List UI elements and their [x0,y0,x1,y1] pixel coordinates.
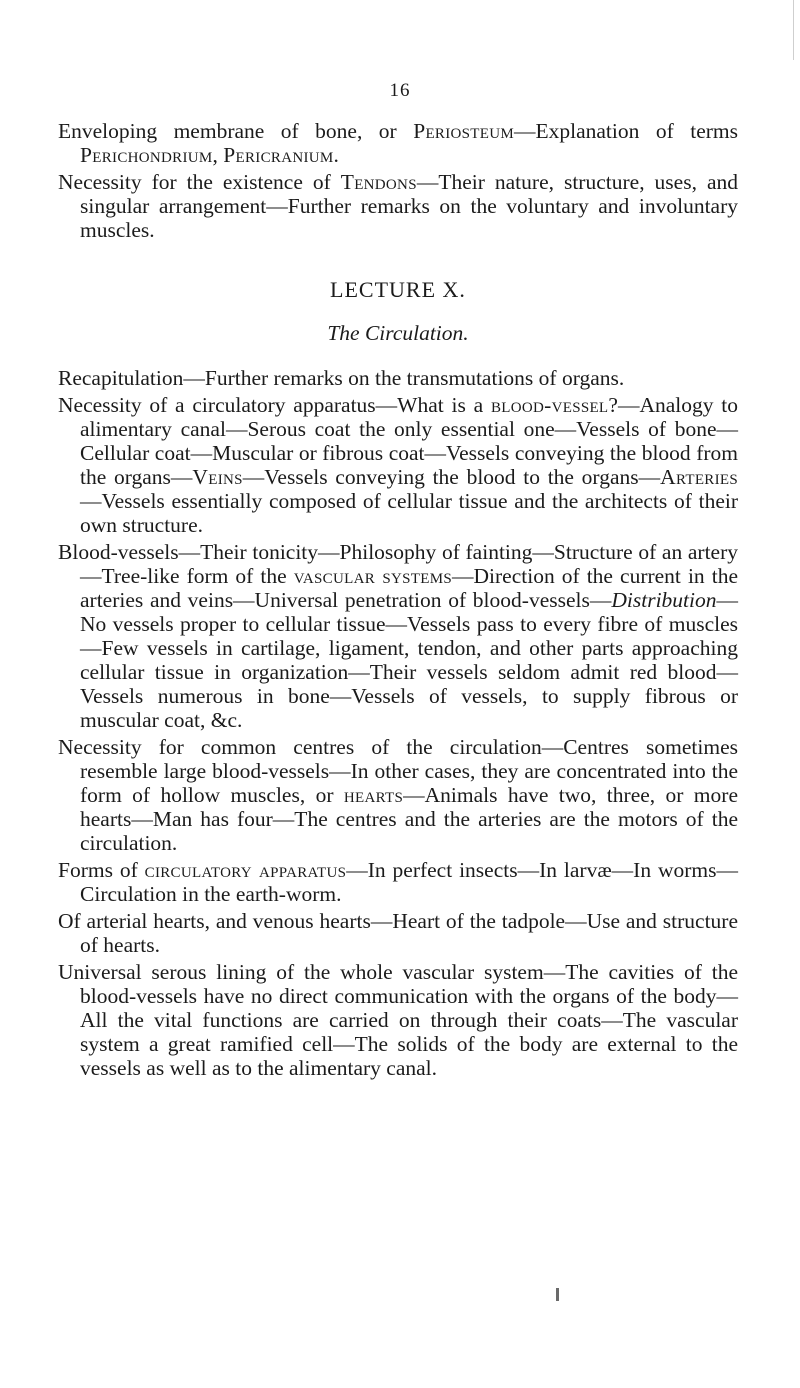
paragraph [58,393,738,537]
small-caps-term: Pericranium [223,143,334,167]
text-run: Necessity of a circulatory apparatus—What is a [58,393,491,417]
lecture-subtitle: The Circulation. [327,321,469,345]
print-mark [556,1288,559,1301]
text-run: ?—Analogy to alimentary canal—Serous coat the only essential one—Vessels of bone—Cellular coat—Muscular or fibrous coat—Vessels conveying the blood from the organs— [80,393,738,489]
text-run: Universal serous lining of the whole vascular system—The cavities of the blood-vessels have no direct communication with the organs of the body—All the vital functions are carried on through their coats—The vascular system a great ramified cell—The solids of the body are external to the vessels as well as to the alimentary canal. [58,960,738,1080]
small-caps-term: hearts [343,783,404,807]
paragraph [58,540,738,732]
text-run: Recapitulation—Further remarks on the transmutations of organs. [58,366,625,390]
text-run: —Animals have two, three, or more hearts—Man has four—The centres and the arteries are the motors of the circulation. [80,783,738,855]
paragraph [58,170,738,242]
lecture-section [58,366,738,1080]
italic-term: Distribution [611,588,717,612]
text-run: Of arterial hearts, and venous hearts—Heart of the tadpole—Use and structure of hearts. [58,909,738,957]
page-body [58,119,738,1080]
text-run: —Vessels conveying the blood to the organs— [242,465,661,489]
paragraph [58,858,738,906]
text-run: Forms of [58,858,145,882]
small-caps-term: Perichondrium [80,143,213,167]
small-caps-term: blood-vessel [490,393,609,417]
text-run: —In perfect insects—In larvæ—In worms—Circulation in the earth-worm. [80,858,738,906]
text-run: . [333,143,339,167]
text-run: Blood-vessels—Their tonicity—Philosophy of fainting—Structure of an artery—Tree-like form of the [58,540,738,588]
text-run: Enveloping membrane of bone, or [58,119,414,143]
text-run: —Their nature, structure, uses, and singular arrangement—Further remarks on the voluntary and involuntary muscles. [80,170,738,242]
text-run: Necessity for common centres of the circulation—Centres sometimes resemble large blood-vessels—In other cases, they are concentrated into the form of hollow muscles, or [58,735,738,807]
lecture-heading: LECTURE X. [330,277,466,302]
page-number: 16 [389,80,411,101]
small-caps-term: circulatory apparatus [144,858,347,882]
text-run: —No vessels proper to cellular tissue—Vessels pass to every fibre of muscles—Few vessels in cartilage, ligament, tendon, and other parts approaching cellular tissue in organization—Their vessels seldom admit red blood—Vessels numerous in bone—Vessels of vessels, to supply fibrous or muscular coat, &c. [80,588,738,732]
text-run: —Explanation of terms [513,119,738,143]
paragraph [58,735,738,855]
text-run: —Direction of the current in the arteries and veins—Universal penetration of blood-vessels— [80,564,738,612]
paragraph [58,366,738,390]
small-caps-term: Arteries [660,465,738,489]
text-run: Necessity for the existence of [58,170,341,194]
small-caps-term: Periosteum [413,119,514,143]
small-caps-term: Tendons [340,170,417,194]
paragraph [58,909,738,957]
small-caps-term: Veins [192,465,243,489]
page-edge-line [793,0,794,60]
text-run: , [212,143,224,167]
small-caps-term: vascular systems [293,564,452,588]
paragraph [58,119,738,167]
text-run: —Vessels essentially composed of cellular tissue and the architects of their own structure. [80,489,738,537]
intro-section [58,119,738,242]
paragraph [58,960,738,1080]
